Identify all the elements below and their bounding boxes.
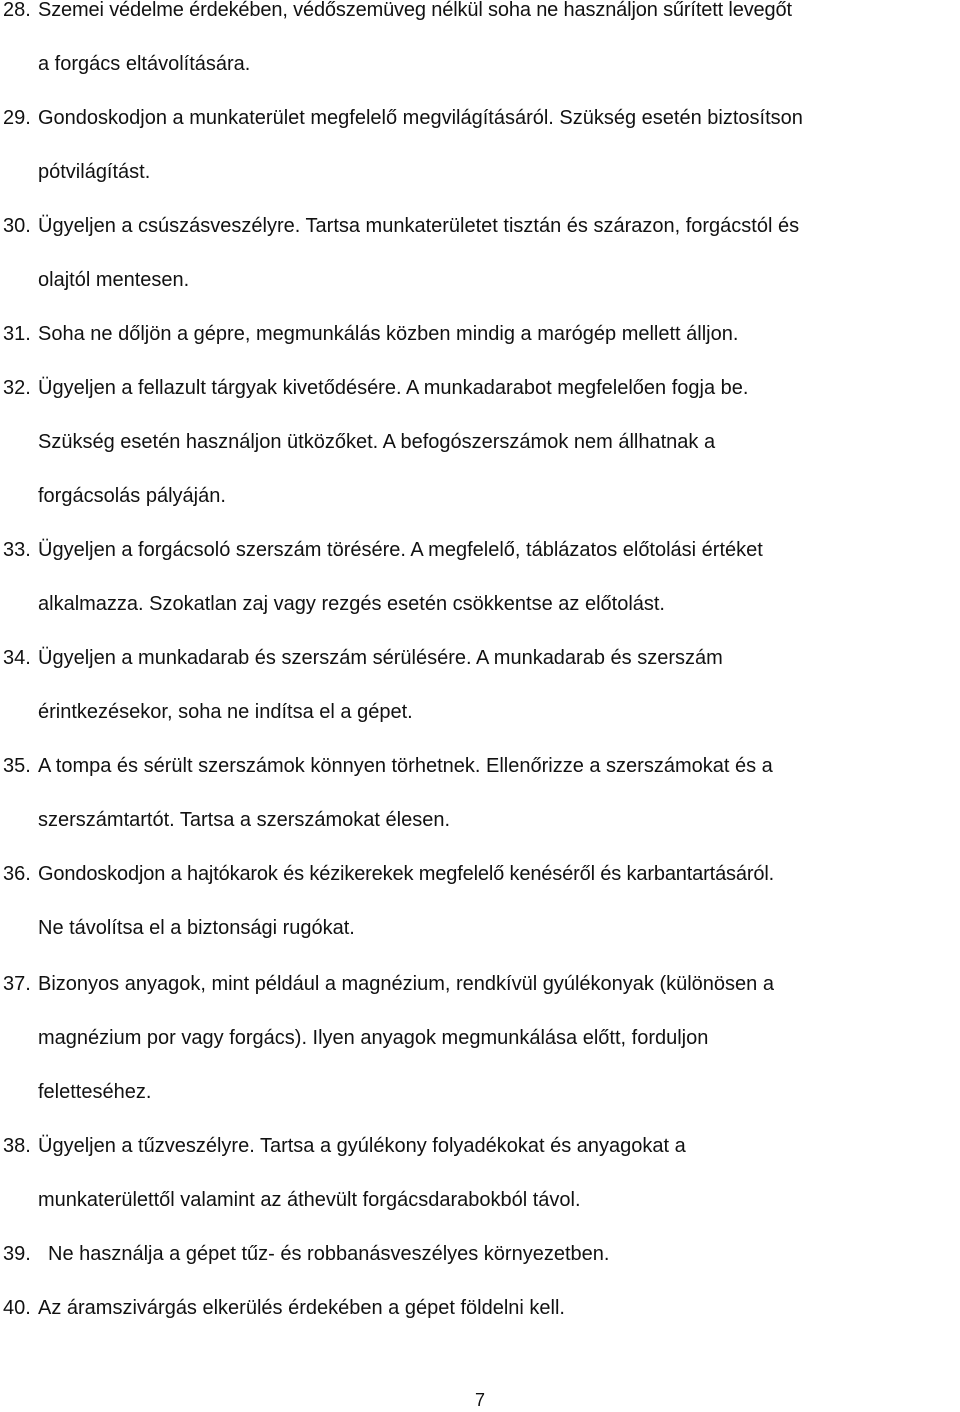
item-number: 32. [3, 377, 31, 399]
item-number: 30. [3, 215, 31, 237]
item-text-line: Ügyeljen a forgácsoló szerszám törésére. A megfelelő, táblázatos előtolási értéket [38, 539, 763, 561]
list-item-32 [0, 372, 960, 404]
item-number: 36. [3, 863, 31, 885]
item-number: 34. [3, 647, 31, 669]
list-item-31 [0, 318, 960, 350]
item-text-line: a forgács eltávolítására. [38, 53, 251, 75]
item-text-line: A tompa és sérült szerszámok könnyen törhetnek. Ellenőrizze a szerszámokat és a [38, 755, 773, 777]
list-item-40 [0, 1292, 960, 1324]
list-item-33-continuation [0, 588, 960, 620]
list-item-39 [0, 1238, 960, 1270]
list-item-34-continuation [0, 696, 960, 728]
item-number: 40. [3, 1297, 31, 1319]
item-number: 35. [3, 755, 31, 777]
list-item-30-continuation [0, 264, 960, 296]
item-text-line: Szemei védelme érdekében, védőszemüveg nélkül soha ne használjon sűrített levegőt [38, 0, 792, 21]
item-text-line: Ügyeljen a munkadarab és szerszám sérülésére. A munkadarab és szerszám [38, 647, 723, 669]
item-text-line: magnézium por vagy forgács). Ilyen anyagok megmunkálása előtt, forduljon [38, 1027, 709, 1049]
list-item-34 [0, 642, 960, 674]
item-number: 38. [3, 1135, 31, 1157]
item-number: 28. [3, 0, 31, 21]
item-text-line: olajtól mentesen. [38, 269, 190, 291]
item-text-line: feletteséhez. [38, 1081, 152, 1103]
item-text-line: Gondoskodjon a hajtókarok és kézikerekek megfelelő kenéséről és karbantartásáról. [38, 863, 775, 885]
item-number: 37. [3, 973, 31, 995]
list-item-38-continuation [0, 1184, 960, 1216]
list-item-33 [0, 534, 960, 566]
item-text-line: Ne használja a gépet tűz- és robbanásveszélyes környezetben. [48, 1243, 610, 1265]
list-item-29 [0, 102, 960, 134]
item-number: 33. [3, 539, 31, 561]
item-text-line: Ügyeljen a csúszásveszélyre. Tartsa munkaterületet tisztán és szárazon, forgácstól és [38, 215, 800, 237]
list-item-29-continuation [0, 156, 960, 188]
item-text-line: Szükség esetén használjon ütközőket. A befogószerszámok nem állhatnak a [38, 431, 716, 453]
list-item-36-continuation [0, 912, 960, 944]
page-number: 7 [474, 1390, 485, 1410]
item-text-line: Bizonyos anyagok, mint például a magnézium, rendkívül gyúlékonyak (különösen a [38, 973, 774, 995]
item-number: 39. [3, 1243, 31, 1265]
item-text-line: Gondoskodjon a munkaterület megfelelő megvilágításáról. Szükség esetén biztosítson [38, 107, 803, 129]
list-item-37-continuation [0, 1076, 960, 1108]
item-number: 29. [3, 107, 31, 129]
list-item-30 [0, 210, 960, 242]
list-item-38 [0, 1130, 960, 1162]
list-item-37-continuation [0, 1022, 960, 1054]
item-text-line: alkalmazza. Szokatlan zaj vagy rezgés esetén csökkentse az előtolást. [38, 593, 665, 615]
item-text-line: munkaterülettől valamint az áthevült forgácsdarabokból távol. [38, 1189, 581, 1211]
item-text-line: érintkezésekor, soha ne indítsa el a gépet. [38, 701, 413, 723]
item-text-line: Ne távolítsa el a biztonsági rugókat. [38, 917, 355, 939]
list-item-32-continuation [0, 480, 960, 512]
list-item-28-continuation [0, 48, 960, 80]
list-item-35-continuation [0, 804, 960, 836]
list-item-37 [0, 968, 960, 1000]
item-number: 31. [3, 323, 31, 345]
item-text-line: pótvilágítást. [38, 161, 151, 183]
item-text-line: szerszámtartót. Tartsa a szerszámokat élesen. [38, 809, 451, 831]
item-text-line: forgácsolás pályáján. [38, 485, 226, 507]
list-item-36 [0, 858, 960, 890]
item-text-line: Soha ne dőljön a gépre, megmunkálás közben mindig a marógép mellett álljon. [38, 323, 739, 345]
item-text-line: Ügyeljen a tűzveszélyre. Tartsa a gyúlékony folyadékokat és anyagokat a [38, 1135, 686, 1157]
list-item-32-continuation [0, 426, 960, 458]
list-item-35 [0, 750, 960, 782]
item-text-line: Az áramszivárgás elkerülés érdekében a gépet földelni kell. [38, 1297, 565, 1319]
list-item-28 [0, 0, 960, 26]
item-text-line: Ügyeljen a fellazult tárgyak kivetődésére. A munkadarabot megfelelően fogja be. [38, 377, 749, 399]
